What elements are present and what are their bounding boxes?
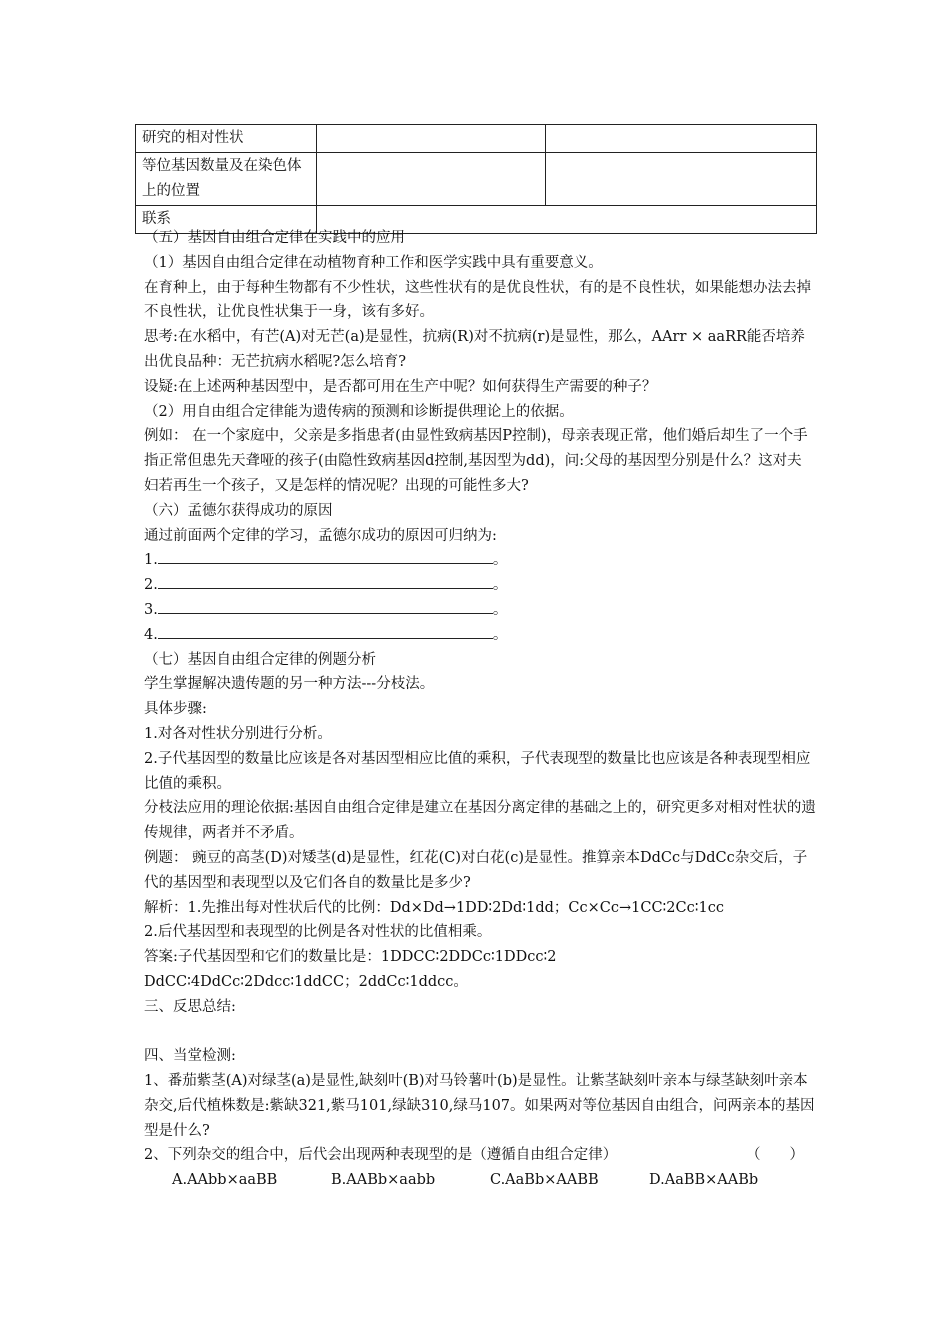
- paragraph: 2.子代基因型的数量比应该是各对基因型相应比值的乘积，子代表现型的数量比也应该是各种表现型相应比值的乘积。: [144, 750, 811, 792]
- paragraph: DdCC∶4DdCc∶2Ddcc∶1ddCC；2ddCc∶1ddcc。: [144, 973, 468, 990]
- table-cell: 研究的相对性状: [136, 125, 317, 153]
- paragraph: 在育种上，由于每种生物都有不少性状，这些性状有的是优良性状，有的是不良性状，如果能想办法去掉不良性状，让优良性状集于一身，该有多好。: [144, 279, 811, 321]
- question: 1、番茄紫茎(A)对绿茎(a)是显性,缺刻叶(B)对马铃薯叶(b)是显性。让紫茎缺刻叶亲本与绿茎缺刻叶亲本杂交,后代植株数是:紫缺321,紫马101,绿缺310,绿马107。如果两对等位基因自由组合，问两亲本的基因型是什么?: [144, 1073, 815, 1139]
- answer-blank[interactable]: [158, 573, 493, 589]
- section-heading: （七）基因自由组合定律的例题分析: [144, 651, 376, 668]
- question: 2、下列杂交的组合中，后代会出现两种表现型的是（遵循自由组合定律） （ ）: [144, 1143, 816, 1168]
- section-heading: （六）孟德尔获得成功的原因: [144, 502, 333, 519]
- paragraph: 学生掌握解决遗传题的另一种方法---分枝法。: [144, 676, 435, 693]
- paragraph: 1.对各对性状分别进行分析。: [144, 725, 332, 742]
- fill-blank-line: 3. 。: [144, 598, 816, 623]
- section-heading: （五）基因自由组合定律在实践中的应用: [144, 230, 405, 246]
- table-cell: 等位基因数量及在染色体上的位置: [136, 153, 317, 206]
- answer-paren[interactable]: （ ）: [746, 1147, 804, 1164]
- option-b[interactable]: B.AABb×aabb: [331, 1172, 436, 1189]
- paragraph: 设疑:在上述两种基因型中，是否都可用在生产中呢？如何获得生产需要的种子？: [144, 378, 657, 395]
- document-body: [144, 226, 816, 1193]
- paragraph: 答案:子代基因型和它们的数量比是：1DDCC∶2DDCc∶1DDcc∶2: [144, 949, 557, 966]
- paragraph: 思考:在水稻中，有芒(A)对无芒(a)是显性，抗病(R)对不抗病(r)是显性，那么，AArr × aaRR能否培养出优良品种：无芒抗病水稻呢?怎么培育?: [144, 329, 805, 370]
- paragraph: 例题： 豌豆的高茎(D)对矮茎(d)是显性，红花(C)对白花(c)是显性。推算亲本DdCc与DdCc杂交后，子代的基因型和表现型以及它们各自的数量比是多少?: [144, 849, 808, 891]
- answer-blank[interactable]: [158, 548, 493, 564]
- table-row: [136, 125, 817, 153]
- paragraph: 解析：1.先推出每对性状后代的比例：Dd×Dd→1DD∶2Dd∶1dd；Cc×Cc→1CC∶2Cc∶1cc: [144, 899, 724, 916]
- table-cell: [317, 153, 546, 206]
- table-cell: 联系: [136, 206, 317, 234]
- section-heading: 四、当堂检测:: [144, 1048, 236, 1065]
- section-heading: 三、反思总结:: [144, 998, 236, 1015]
- option-d[interactable]: D.AaBB×AABb: [649, 1172, 759, 1189]
- table-cell: [546, 125, 817, 153]
- table-row: [136, 153, 817, 206]
- fill-blank-line: 1. 。: [144, 548, 816, 573]
- answer-blank[interactable]: [158, 623, 493, 639]
- paragraph: （1）基因自由组合定律在动植物育种工作和医学实践中具有重要意义。: [144, 254, 603, 271]
- table-cell: [546, 153, 817, 206]
- comparison-table: [135, 124, 817, 234]
- paragraph: 具体步骤:: [144, 701, 207, 718]
- table-cell: [317, 125, 546, 153]
- paragraph: 分枝法应用的理论依据:基因自由组合定律是建立在基因分离定律的基础之上的，研究更多对相对性状的遗传规律，两者并不矛盾。: [144, 800, 816, 842]
- paragraph: 例如： 在一个家庭中，父亲是多指患者(由显性致病基因P控制)，母亲表现正常，他们婚后却生了一个手指正常但患先天聋哑的孩子(由隐性致病基因d控制,基因型为dd)，问:父母的基因型分别是什么？这对夫妇若再生一个孩子，又是怎样的情况呢？出现的可能性多大?: [144, 428, 808, 494]
- fill-blank-line: 2. 。: [144, 573, 816, 598]
- paragraph: 2.后代基因型和表现型的比例是各对性状的比值相乘。: [144, 924, 492, 941]
- option-a[interactable]: A.AAbb×aaBB: [172, 1172, 278, 1189]
- spacer: [144, 1020, 816, 1045]
- options-row: [144, 1168, 816, 1193]
- answer-blank[interactable]: [158, 598, 493, 614]
- option-c[interactable]: C.AaBb×AABB: [490, 1172, 599, 1189]
- fill-blank-line: 4. 。: [144, 623, 816, 648]
- paragraph: 通过前面两个定律的学习，孟德尔成功的原因可归纳为:: [144, 527, 497, 544]
- paragraph: （2）用自由组合定律能为遗传病的预测和诊断提供理论上的依据。: [144, 403, 574, 420]
